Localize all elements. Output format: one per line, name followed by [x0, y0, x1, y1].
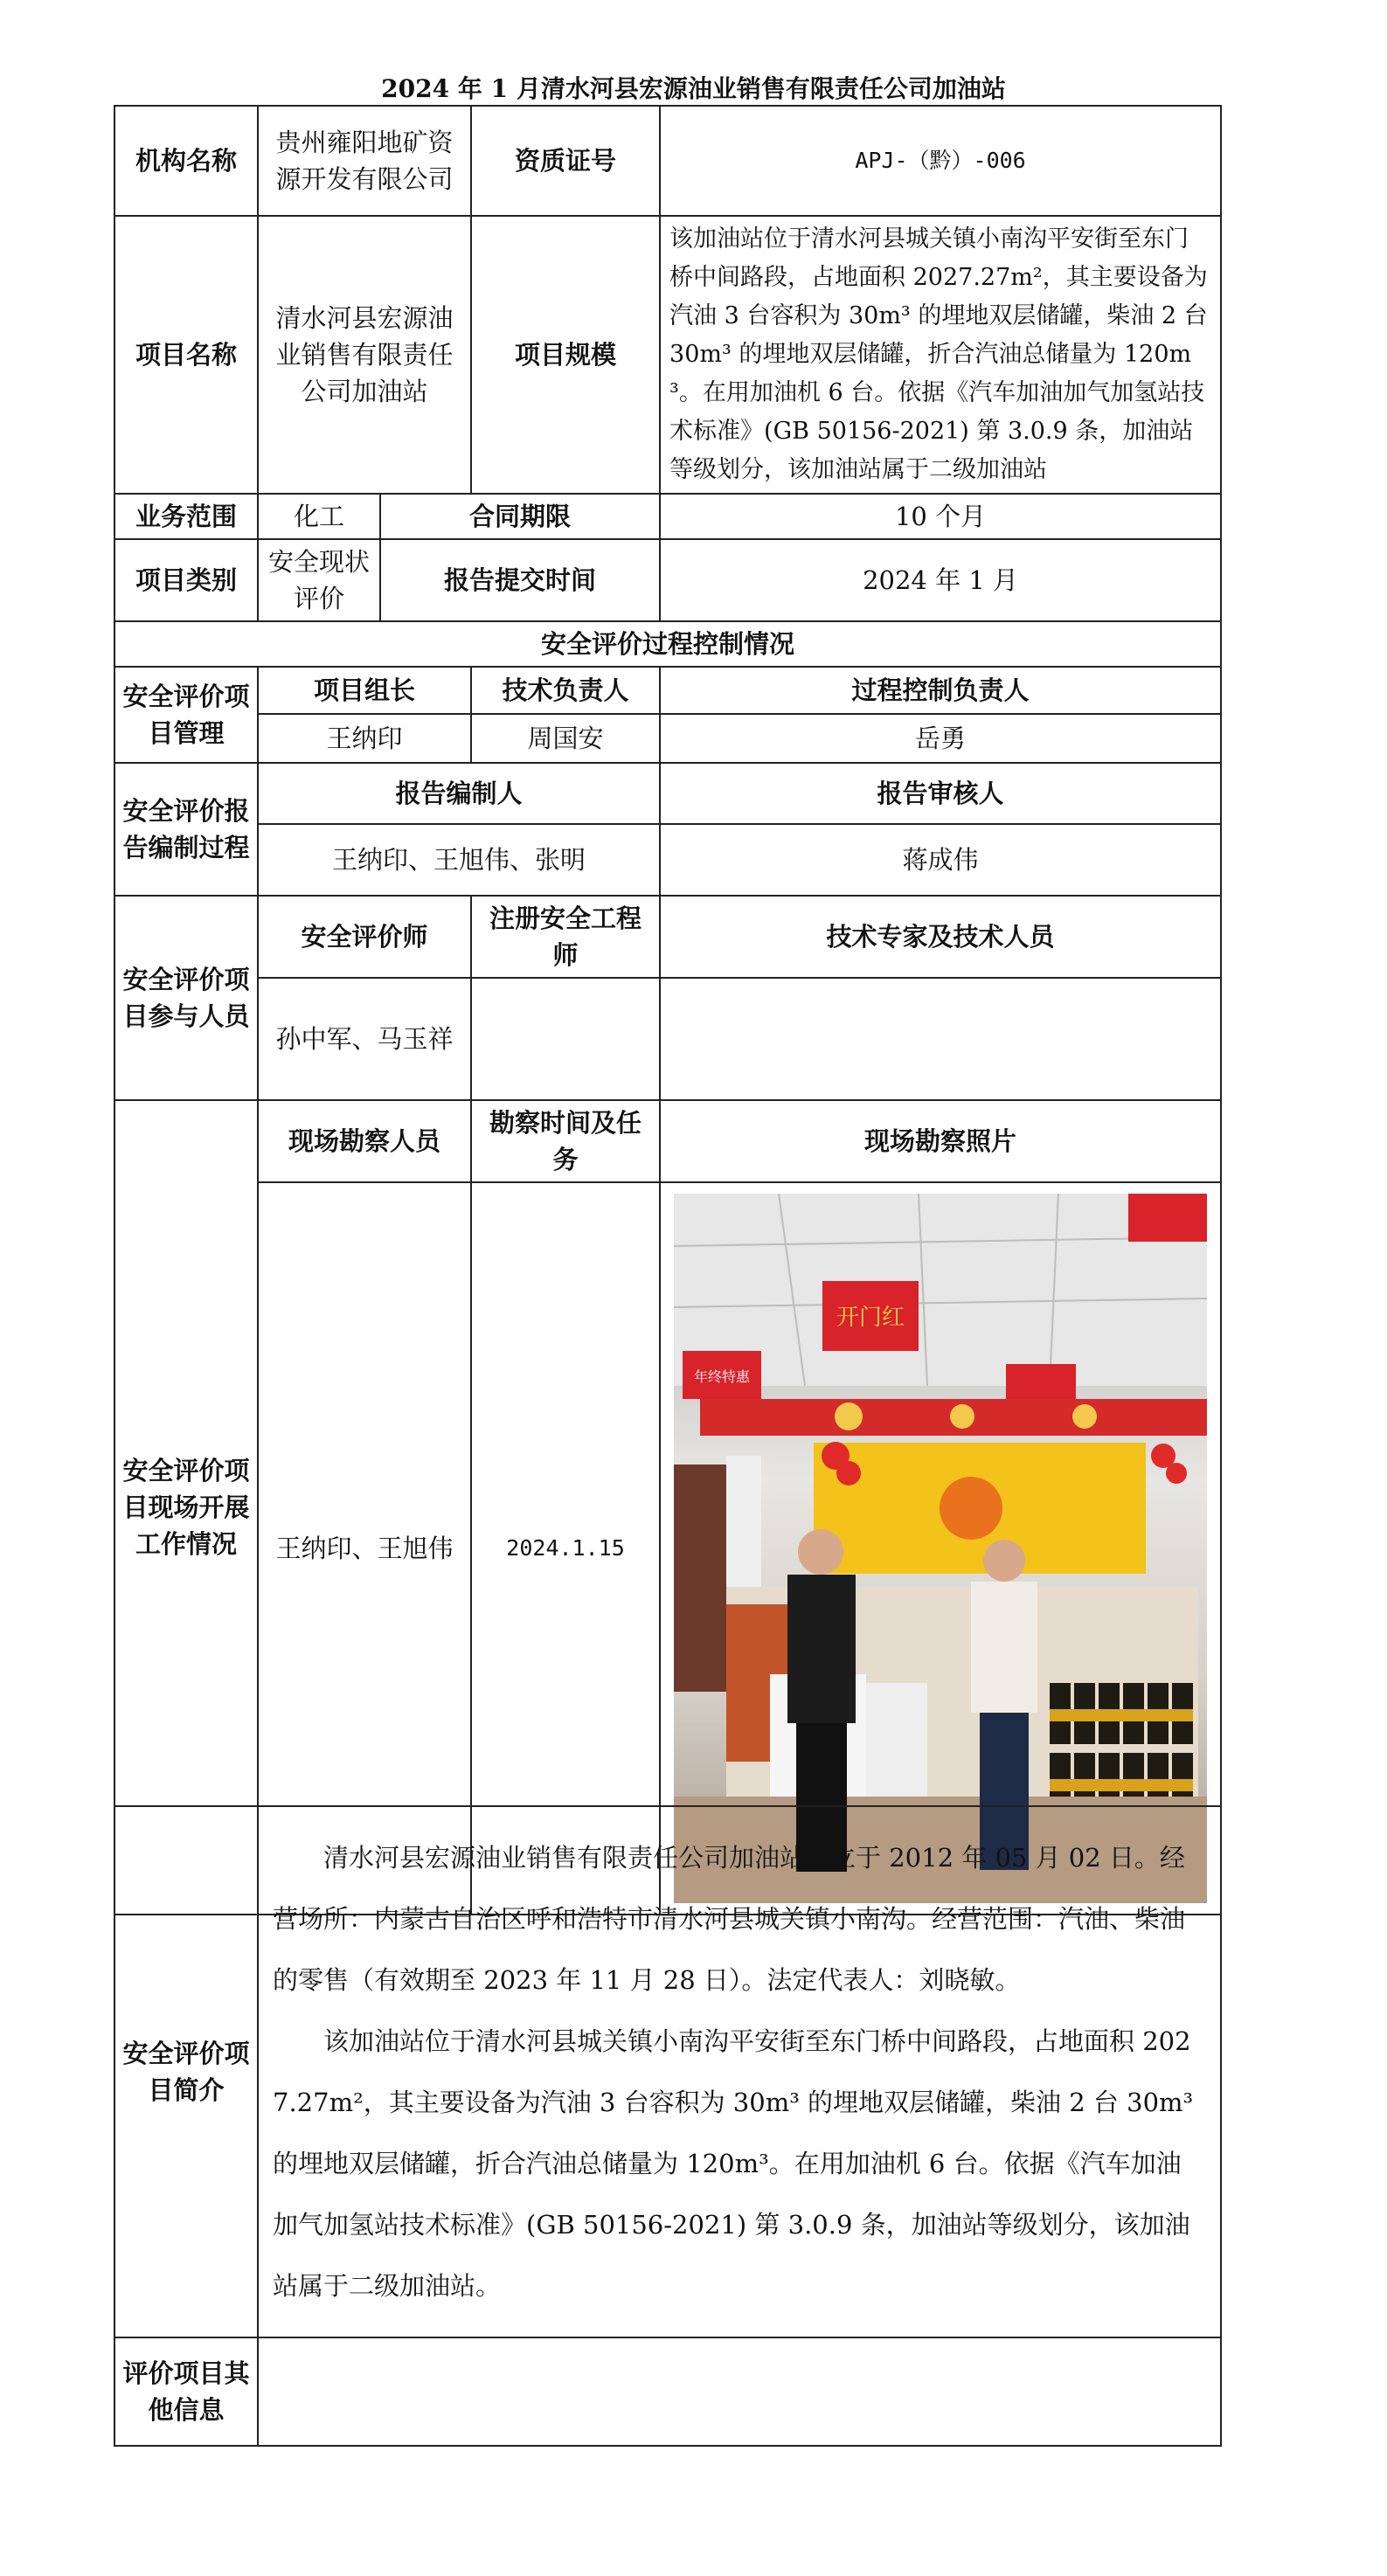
submit-time-value: 2024 年 1 月	[660, 539, 1221, 621]
survey-time-label: 勘察时间及任务	[471, 1100, 660, 1182]
intro-content	[258, 1806, 1221, 2337]
reviewer-label: 报告审核人	[660, 763, 1221, 824]
project-intro-table	[114, 1805, 1222, 2447]
author-label: 报告编制人	[258, 763, 660, 824]
surveyor-value: 王纳印、王旭伟	[258, 1182, 471, 1915]
cert-label: 资质证号	[471, 106, 660, 216]
reviewer-value: 蒋成伟	[660, 824, 1221, 896]
process-ctrl-value: 岳勇	[660, 714, 1221, 763]
scope-label: 业务范围	[114, 494, 258, 539]
site-survey-photo	[674, 1194, 1207, 1903]
org-value: 贵州雍阳地矿资源开发有限公司	[258, 106, 471, 216]
category-value: 安全现状评价	[258, 539, 380, 621]
intro-paragraph-2: 该加油站位于清水河县城关镇小南沟平安街至东门桥中间路段，占地面积 2027.27m²，其主要设备为汽油 3 台容积为 30m³ 的埋地双层储罐，柴油 2 台 30m³ 的埋地双层储罐，折合汽油总储量为 120m³。在用加油机 6 台。依据《汽车加油加气加氢站技术标准》(GB 50156-2021) 第 3.0.9 条，加油站等级划分，该加油站属于二级加油站。	[273, 2026, 1194, 2301]
period-label: 合同期限	[380, 494, 660, 539]
intro-label: 安全评价项目简介	[114, 1806, 258, 2337]
project-scale-label: 项目规模	[471, 216, 660, 494]
other-info-label: 评价项目其他信息	[114, 2337, 258, 2446]
engineer-label: 注册安全工程师	[471, 896, 660, 978]
tech-lead-value: 周国安	[471, 714, 660, 763]
category-label: 项目类别	[114, 539, 258, 621]
process-header: 安全评价过程控制情况	[114, 621, 1221, 667]
participants-label: 安全评价项目参与人员	[114, 896, 258, 1100]
other-info-value	[258, 2337, 1221, 2446]
evaluator-value: 孙中军、马玉祥	[258, 978, 471, 1100]
photo-label: 现场勘察照片	[660, 1100, 1221, 1182]
cert-value: APJ-（黔）-006	[660, 106, 1221, 216]
tech-lead-label: 技术负责人	[471, 667, 660, 714]
site-label: 安全评价项目现场开展工作情况	[114, 1100, 258, 1915]
expert-value	[660, 978, 1221, 1100]
submit-time-label: 报告提交时间	[380, 539, 660, 621]
project-scale-value: 该加油站位于清水河县城关镇小南沟平安街至东门桥中间路段，占地面积 2027.27m²，其主要设备为汽油 3 台容积为 30m³ 的埋地双层储罐，柴油 2 台 30m³ 的埋地双层储罐，折合汽油总储量为 120m³。在用加油机 6 台。依据《汽车加油加气加氢站技术标准》(GB 50156-2021) 第 3.0.9 条，加油站等级划分，该加油站属于二级加油站	[660, 216, 1221, 494]
author-value: 王纳印、王旭伟、张明	[258, 824, 660, 896]
period-value: 10 个月	[660, 494, 1221, 539]
leader-value: 王纳印	[258, 714, 471, 763]
process-ctrl-label: 过程控制负责人	[660, 667, 1221, 714]
photo-banner-text: 开门红	[836, 1305, 905, 1331]
evaluator-label: 安全评价师	[258, 896, 471, 978]
management-label: 安全评价项目管理	[114, 667, 258, 763]
photo-sign-text: 年终特惠	[694, 1368, 751, 1385]
leader-label: 项目组长	[258, 667, 471, 714]
page-title: 2024 年 1 月清水河县宏源油业销售有限责任公司加油站	[381, 74, 1006, 103]
project-name-value: 清水河县宏源油业销售有限责任公司加油站	[258, 216, 471, 494]
expert-label: 技术专家及技术人员	[660, 896, 1221, 978]
survey-time-value: 2024.1.15	[471, 1182, 660, 1915]
project-info-table	[114, 105, 1222, 1915]
project-name-label: 项目名称	[114, 216, 258, 494]
engineer-value	[471, 978, 660, 1100]
surveyor-label: 现场勘察人员	[258, 1100, 471, 1182]
intro-paragraph-1: 清水河县宏源油业销售有限责任公司加油站成立于 2012 年 05 月 02 日。经营场所：内蒙古自治区呼和浩特市清水河县城关镇小南沟。经营范围：汽油、柴油的零售（有效期至 2023 年 11 月 28 日）。法定代表人：刘晓敏。	[273, 1843, 1186, 1995]
org-label: 机构名称	[114, 106, 258, 216]
scope-value: 化工	[258, 494, 380, 539]
compile-label: 安全评价报告编制过程	[114, 763, 258, 896]
